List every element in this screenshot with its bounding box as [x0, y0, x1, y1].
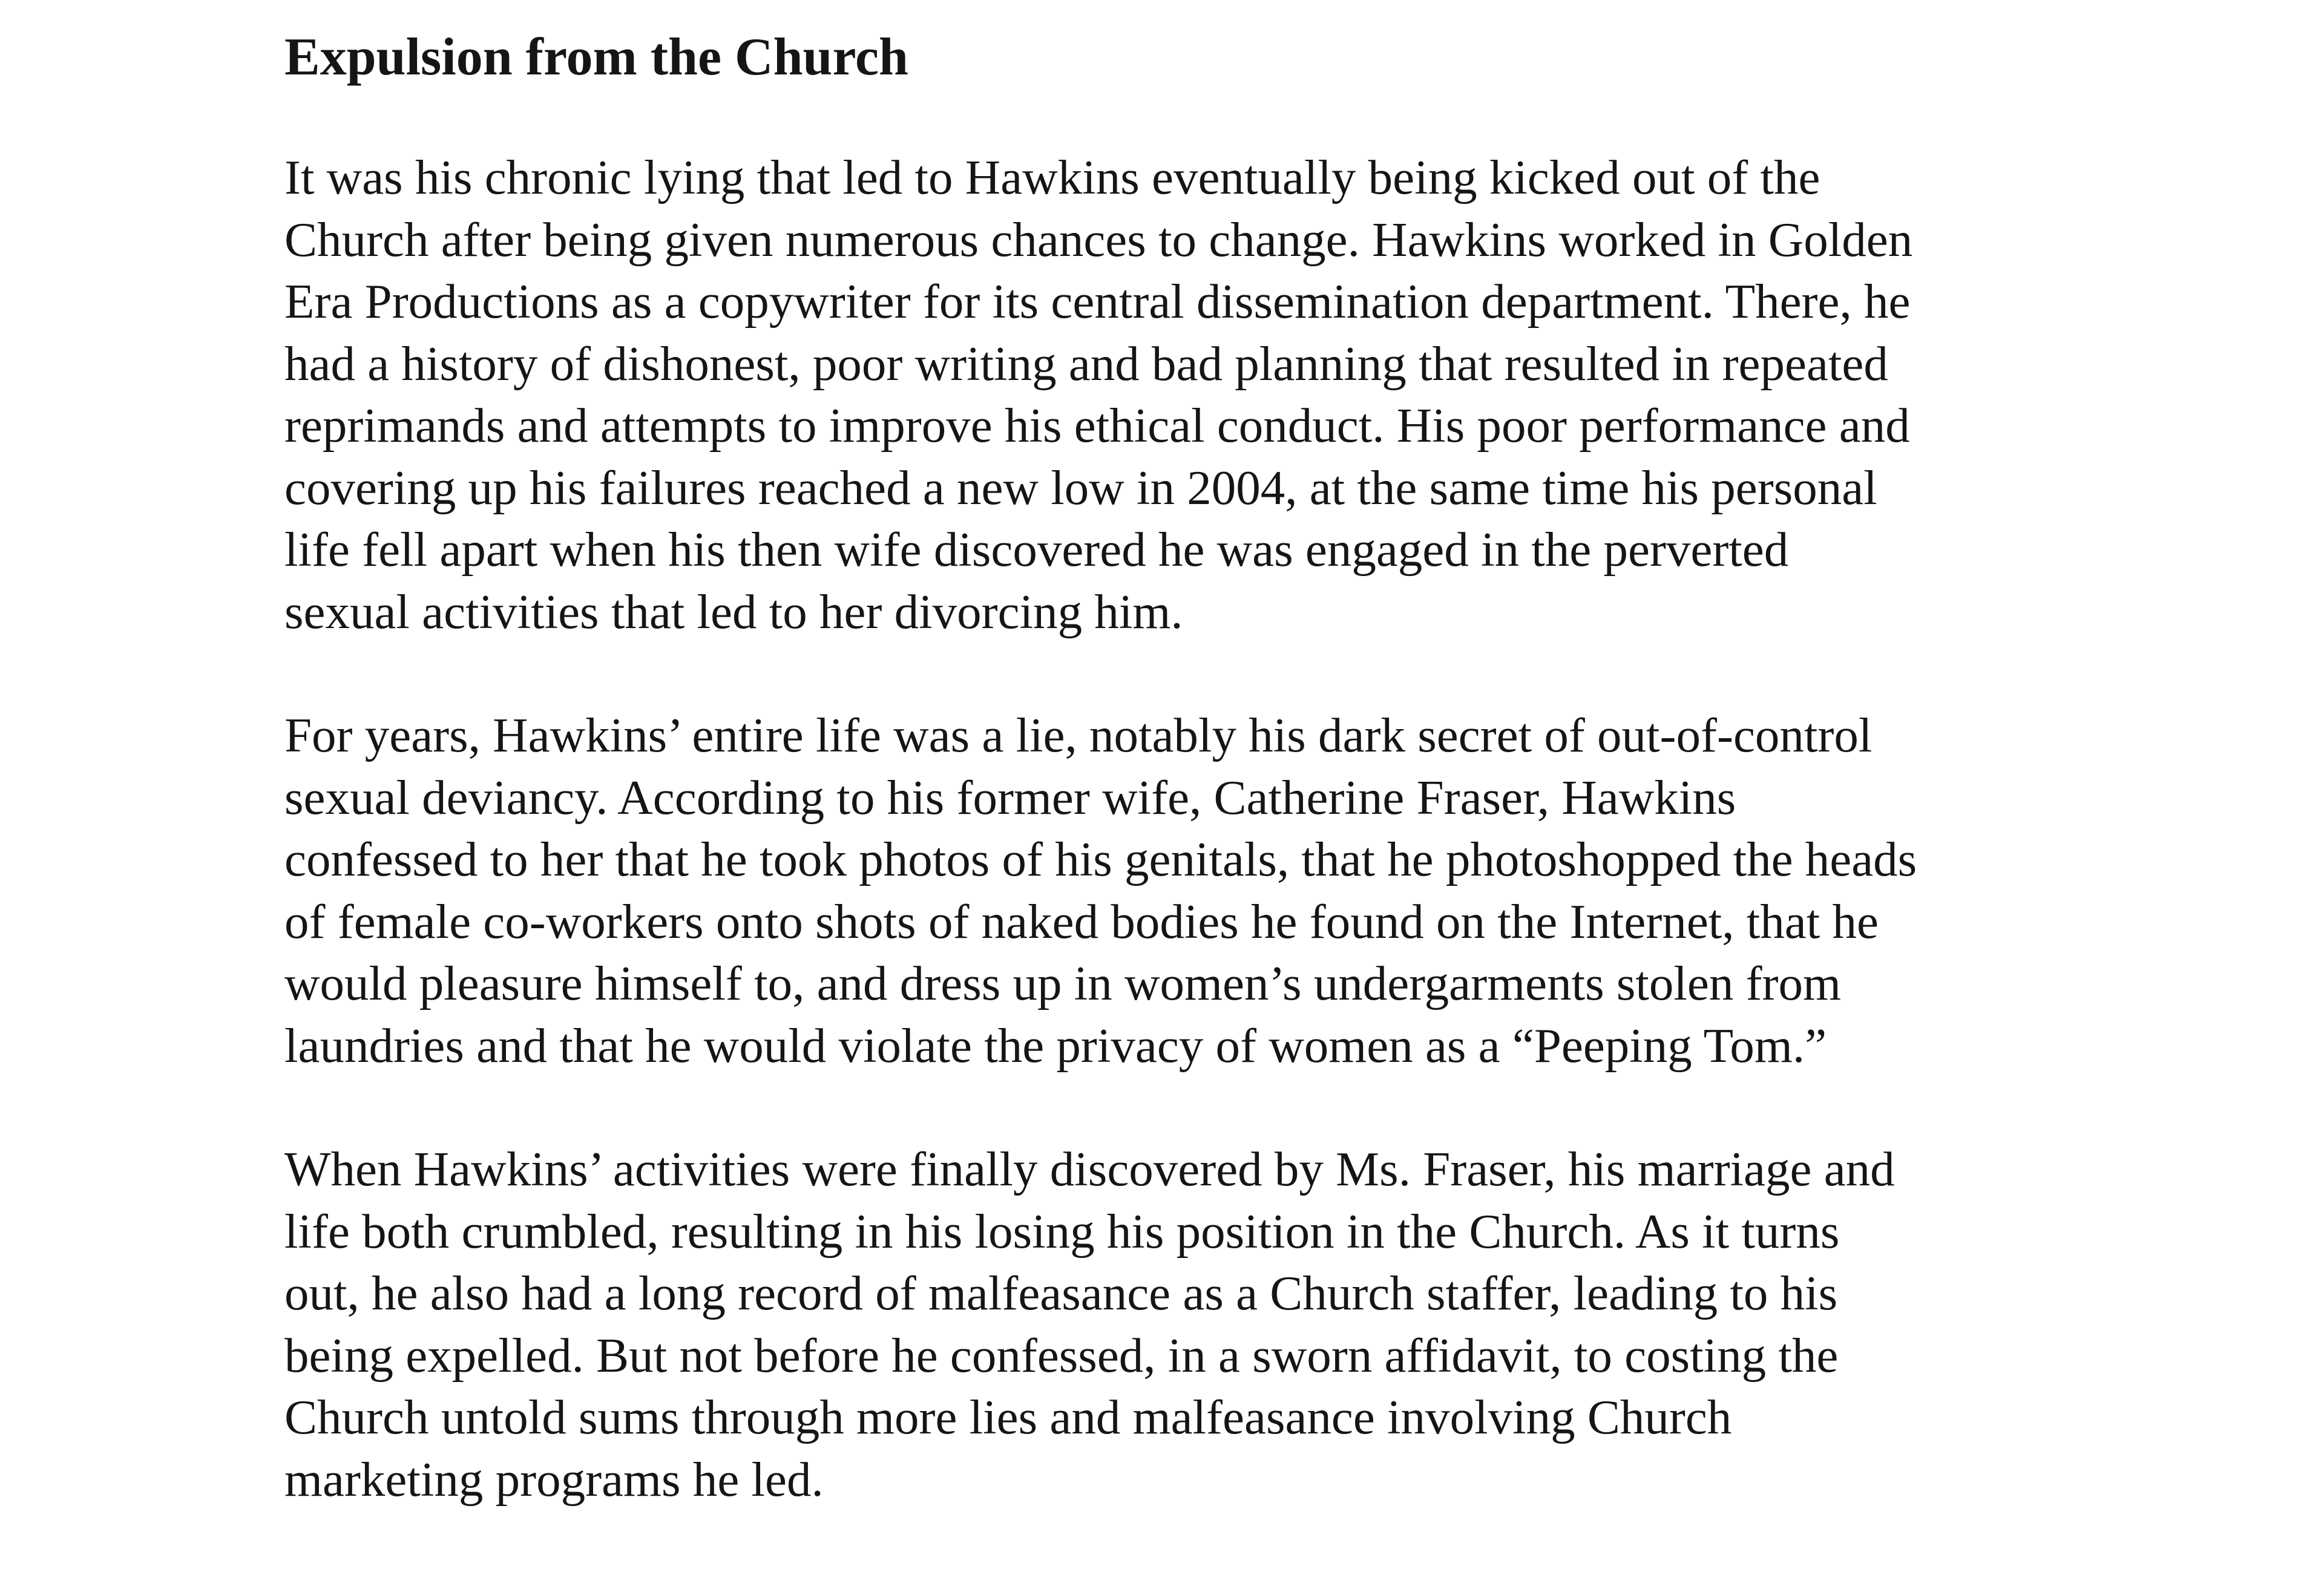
- paragraph-2: [284, 704, 2136, 1076]
- text-line: would pleasure himself to, and dress up in women’s undergarments stolen from: [284, 956, 1842, 1010]
- text-line: When Hawkins’ activities were finally discovered by Ms. Fraser, his marriage and: [284, 1142, 1895, 1196]
- text-line: out, he also had a long record of malfeasance as a Church staffer, leading to his: [284, 1266, 1838, 1320]
- text-line: confessed to her that he took photos of his genitals, that he photoshopped the heads: [284, 832, 1917, 886]
- text-line: sexual activities that led to her divorcing him.: [284, 584, 1183, 639]
- paragraph-1: [284, 146, 2136, 643]
- paragraph-3: [284, 1138, 2136, 1510]
- text-line: laundries and that he would violate the privacy of women as a “Peeping Tom.”: [284, 1018, 1827, 1073]
- text-line: marketing programs he led.: [284, 1452, 824, 1507]
- section-heading: Expulsion from the Church: [284, 28, 908, 87]
- text-line: covering up his failures reached a new low in 2004, at the same time his personal: [284, 460, 1877, 515]
- text-line: of female co-workers onto shots of naked bodies he found on the Internet, that he: [284, 894, 1879, 949]
- text-line: sexual deviancy. According to his former wife, Catherine Fraser, Hawkins: [284, 770, 1736, 825]
- text-line: Church after being given numerous chances to change. Hawkins worked in Golden: [284, 212, 1913, 267]
- text-line: reprimands and attempts to improve his ethical conduct. His poor performance and: [284, 398, 1910, 453]
- text-line: life fell apart when his then wife discovered he was engaged in the perverted: [284, 522, 1789, 577]
- document-page: [284, 24, 2136, 1572]
- text-line: Church untold sums through more lies and malfeasance involving Church: [284, 1390, 1732, 1444]
- text-line: life both crumbled, resulting in his losing his position in the Church. As it turns: [284, 1204, 1840, 1259]
- text-line: It was his chronic lying that led to Hawkins eventually being kicked out of the: [284, 150, 1820, 205]
- text-line: For years, Hawkins’ entire life was a lie, notably his dark secret of out-of-control: [284, 708, 1873, 762]
- text-line: being expelled. But not before he confessed, in a sworn affidavit, to costing the: [284, 1328, 1839, 1383]
- text-line: had a history of dishonest, poor writing and bad planning that resulted in repeated: [284, 336, 1888, 391]
- text-line: Era Productions as a copywriter for its central dissemination department. There, he: [284, 274, 1911, 329]
